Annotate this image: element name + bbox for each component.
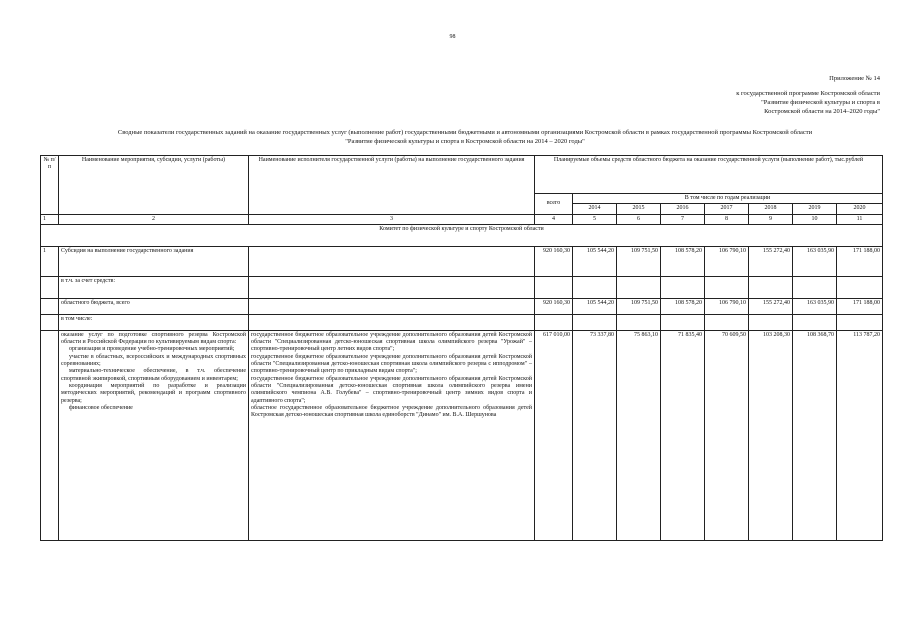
- column-number: 1: [41, 214, 59, 224]
- header-planned: Планируемые объемы средств областного бюджета на оказание государственной услуги (выполнение работ), тыс.рублей: [535, 156, 883, 194]
- detail-executor-line: государственное бюджетное образовательное учреждение дополнительного образования детей Костромской области "Специализированная детско-юношеская спортивная школа олимпийского резерва имени олимпийского чемпиона А.В. Голубева" – спортивно-тренировочный центр зимних видов спорта и адаптивного спорта";: [251, 375, 532, 404]
- row-value: 106 790,10: [705, 246, 749, 276]
- row-value: 920 160,30: [535, 298, 573, 314]
- row-value: [617, 276, 661, 298]
- column-number: 3: [249, 214, 535, 224]
- detail-executor-line: областное государственное образовательное бюджетное учреждение дополнительного образования детей Костромская детско-юношеская спортивная школа единоборств "Динамо" им. В.А. Шершунова: [251, 404, 532, 419]
- row-value: 155 272,40: [749, 246, 793, 276]
- document-title-line: "Развитие физической культуры и спорта в Костромской области на 2014 – 2020 годы": [345, 138, 585, 145]
- detail-value: 113 787,20: [837, 330, 883, 540]
- column-number-row: [41, 214, 883, 224]
- detail-executor: [249, 330, 535, 540]
- row-value: 171 188,00: [837, 246, 883, 276]
- column-number: 10: [793, 214, 837, 224]
- detail-value: 108 368,70: [793, 330, 837, 540]
- header-executor: Наименование исполнителя государственной услуги (работы) на выполнение государственного задания: [249, 156, 535, 215]
- row-value: [535, 314, 573, 330]
- appendix-line: к государственной программе Костромской области: [736, 90, 880, 97]
- row-num: [41, 298, 59, 314]
- row-num: [41, 276, 59, 298]
- row-value: [573, 314, 617, 330]
- row-value: [617, 314, 661, 330]
- detail-value: 73 337,80: [573, 330, 617, 540]
- table-row: [41, 314, 883, 330]
- row-value: 163 035,90: [793, 298, 837, 314]
- column-number: 11: [837, 214, 883, 224]
- row-value: [535, 276, 573, 298]
- detail-value: 75 863,10: [617, 330, 661, 540]
- detail-executor-line: государственное бюджетное образовательное учреждение дополнительного образования детей Костромской области "Специализированная детско-юношеская спортивная школа олимпийского резерва с ипподромом" – спортивно-тренировочный центр по прикладным видам спорта";: [251, 353, 532, 375]
- row-value: 163 035,90: [793, 246, 837, 276]
- row-value: 106 790,10: [705, 298, 749, 314]
- row-value: [837, 276, 883, 298]
- row-name: в т.ч. за счет средств:: [59, 276, 249, 298]
- row-name: в том числе:: [59, 314, 249, 330]
- detail-name-line: организация и проведение учебно-тренировочных мероприятий;: [69, 346, 235, 353]
- detail-executor-line: государственное бюджетное образовательное учреждение дополнительного образования детей Костромской области "Специализированная детско-юношеская спортивная школа олимпийского резерва "Урожай" – спортивно-тренировочный центр летних видов спорта";: [251, 331, 532, 353]
- row-value: 109 751,50: [617, 298, 661, 314]
- header-num: № п/п: [41, 156, 59, 215]
- row-num: [41, 330, 59, 540]
- row-num: 1: [41, 246, 59, 276]
- row-value: 920 160,30: [535, 246, 573, 276]
- detail-name-line: координация мероприятий по разработке и реализации методических мероприятий, рекомендаций и программ спортивного резерва;: [61, 382, 246, 404]
- row-value: 108 578,20: [661, 298, 705, 314]
- row-value: 171 188,00: [837, 298, 883, 314]
- header-name: Наименование мероприятия, субсидии, услуги (работы): [59, 156, 249, 215]
- detail-value: 103 208,30: [749, 330, 793, 540]
- row-value: [661, 314, 705, 330]
- page-number: 98: [449, 34, 456, 40]
- section-title: Комитет по физической культуре и спорту Костромской области: [41, 224, 883, 246]
- detail-name-line: оказание услуг по подготовке спортивного резерва Костромской области и Российской Федерации по культивируемым видам спорта:: [61, 331, 246, 346]
- row-value: 105 544,20: [573, 246, 617, 276]
- appendix-line: Костромской области на 2014–2020 годы": [764, 108, 880, 115]
- header-year: 2015: [617, 204, 661, 214]
- column-number: 9: [749, 214, 793, 224]
- row-value: 105 544,20: [573, 298, 617, 314]
- header-year: 2016: [661, 204, 705, 214]
- row-name: областного бюджета, всего: [59, 298, 249, 314]
- row-value: 155 272,40: [749, 298, 793, 314]
- row-value: 108 578,20: [661, 246, 705, 276]
- header-by-years: В том числе по годам реализации: [573, 194, 883, 204]
- table-row: [41, 276, 883, 298]
- row-value: [705, 276, 749, 298]
- row-name: Субсидия на выполнение государственного задания: [59, 246, 249, 276]
- column-number: 4: [535, 214, 573, 224]
- detail-value: 617 010,00: [535, 330, 573, 540]
- header-year: 2017: [705, 204, 749, 214]
- document-title: [40, 128, 890, 146]
- row-value: [705, 314, 749, 330]
- appendix-title: Приложение № 14: [829, 75, 880, 82]
- column-number: 8: [705, 214, 749, 224]
- detail-name: [59, 330, 249, 540]
- appendix-line: "Развитие физической культуры и спорта в: [761, 99, 880, 106]
- header-year: 2019: [793, 204, 837, 214]
- table-row: [41, 246, 883, 276]
- row-value: 109 751,50: [617, 246, 661, 276]
- header-year: 2020: [837, 204, 883, 214]
- detail-value: 71 835,40: [661, 330, 705, 540]
- row-value: [793, 314, 837, 330]
- document-title-line: Сводные показатели государственных заданий на оказание государственных услуг (выполнение работ) государственными бюджетными и автономными организациями Костромской области в рамках государственной программы Костромской области: [117, 129, 813, 136]
- column-number: 2: [59, 214, 249, 224]
- column-number: 7: [661, 214, 705, 224]
- column-number: 5: [573, 214, 617, 224]
- row-value: [793, 276, 837, 298]
- row-value: [749, 314, 793, 330]
- column-number: 6: [617, 214, 661, 224]
- detail-name-line: финансовое обеспечение: [69, 404, 133, 411]
- row-value: [661, 276, 705, 298]
- header-total: всего: [535, 194, 573, 215]
- row-value: [749, 276, 793, 298]
- table-row-detail: [41, 330, 883, 540]
- header-year: 2018: [749, 204, 793, 214]
- row-value: [837, 314, 883, 330]
- appendix-block: [690, 74, 880, 116]
- row-executor: [249, 314, 535, 330]
- detail-name-line: участие в областных, всероссийских и международных спортивных соревнованиях;: [61, 353, 246, 368]
- row-executor: [249, 246, 535, 276]
- row-value: [573, 276, 617, 298]
- row-num: [41, 314, 59, 330]
- row-executor: [249, 276, 535, 298]
- detail-name-line: материально-техническое обеспечение, в т.ч. обеспечение спортивной экипировкой, спортивным оборудованием и инвентарем;: [61, 368, 246, 382]
- row-executor: [249, 298, 535, 314]
- header-year: 2014: [573, 204, 617, 214]
- budget-table: [40, 155, 883, 541]
- table-row: [41, 298, 883, 314]
- detail-value: 70 609,50: [705, 330, 749, 540]
